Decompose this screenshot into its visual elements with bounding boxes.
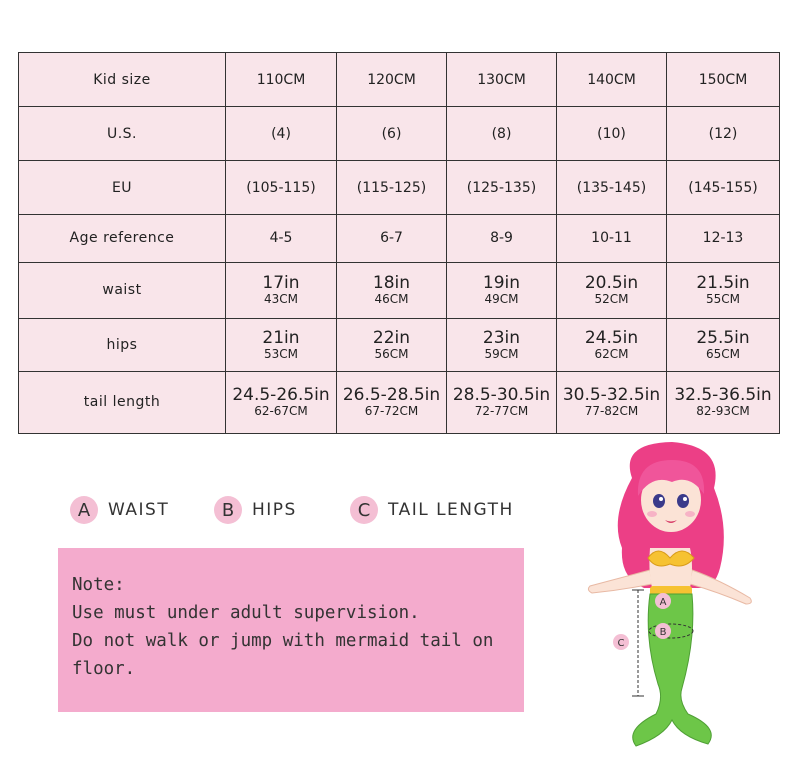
- legend-label-tail-length: TAIL LENGTH: [388, 500, 514, 520]
- row-label-us: U.S.: [19, 107, 226, 161]
- legend-badge-b: B: [214, 496, 242, 524]
- hips-cell: [447, 318, 557, 371]
- row-label-waist: waist: [19, 262, 226, 318]
- legend-waist: [70, 494, 169, 526]
- mermaid-left-eye: [653, 494, 665, 508]
- tail-cm: 82-93CM: [696, 404, 750, 419]
- waist-cell: [447, 262, 557, 318]
- row-label-hips: hips: [19, 318, 226, 371]
- table-row: [19, 371, 780, 433]
- hips-cell: [337, 318, 447, 371]
- hips-in: 21in: [262, 327, 300, 348]
- note-line: Do not walk or jump with mermaid tail on: [72, 631, 494, 651]
- tail-in: 26.5-28.5in: [342, 385, 441, 406]
- note-box: [58, 548, 524, 712]
- eu-size-cell: (105-115): [226, 161, 337, 215]
- waist-cell: [337, 262, 447, 318]
- legend-label-waist: WAIST: [108, 500, 170, 520]
- mermaid-right-arm: [690, 570, 751, 604]
- hips-in: 22in: [372, 327, 411, 348]
- waist-cell: [557, 262, 667, 318]
- note-heading: Note:: [72, 575, 125, 595]
- tail-in: 28.5-30.5in: [452, 385, 551, 406]
- waist-in: 21.5in: [696, 273, 750, 294]
- waist-in: 17in: [262, 273, 300, 294]
- waist-cell: [226, 262, 337, 318]
- eu-size-cell: (135-145): [557, 161, 667, 215]
- waist-cm: 55CM: [705, 292, 740, 307]
- legend-tail-length: [350, 494, 514, 526]
- us-size-cell: (4): [226, 107, 337, 161]
- age-cell: 10-11: [557, 215, 667, 262]
- hips-in: 25.5in: [696, 327, 750, 348]
- legend-hips: [214, 494, 297, 526]
- tail-in: 30.5-32.5in: [562, 385, 661, 406]
- note-line: floor.: [72, 659, 136, 679]
- tail-cm: 67-72CM: [364, 404, 419, 419]
- tail-in: 32.5-36.5in: [674, 385, 772, 406]
- row-label-eu: EU: [19, 161, 226, 215]
- hips-cm: 56CM: [374, 346, 409, 361]
- table-row: [19, 161, 780, 215]
- hips-in: 24.5in: [584, 327, 639, 348]
- row-label-tail-length: tail length: [19, 371, 226, 433]
- hips-in: 23in: [482, 327, 521, 348]
- tail-cell: [447, 371, 557, 433]
- legend-badge-c: C: [350, 496, 378, 524]
- kid-size-cell: 130CM: [447, 53, 557, 107]
- hips-cm: 59CM: [484, 346, 519, 361]
- tail-cm: 77-82CM: [584, 404, 639, 419]
- hips-cm: 65CM: [705, 346, 740, 361]
- table-row: [19, 53, 780, 107]
- waist-cm: 46CM: [374, 292, 409, 307]
- us-size-cell: (6): [337, 107, 447, 161]
- eu-size-cell: (145-155): [667, 161, 780, 215]
- kid-size-cell: 120CM: [337, 53, 447, 107]
- legend-badge-a: A: [70, 496, 98, 524]
- mermaid-tail: [633, 594, 712, 746]
- mermaid-right-eye: [677, 494, 689, 508]
- kid-size-cell: 110CM: [226, 53, 337, 107]
- tail-cell: [337, 371, 447, 433]
- hips-cell: [557, 318, 667, 371]
- size-chart-table: [18, 52, 780, 434]
- hips-cm: 62CM: [594, 346, 629, 361]
- row-label-age: Age reference: [19, 215, 226, 262]
- mermaid-marker-b: B: [659, 627, 667, 638]
- waist-cm: 43CM: [263, 292, 298, 307]
- kid-size-cell: 140CM: [557, 53, 667, 107]
- age-cell: 8-9: [447, 215, 557, 262]
- table-row: [19, 262, 780, 318]
- tail-cm: 62-67CM: [254, 404, 308, 419]
- waist-cm: 52CM: [594, 292, 629, 307]
- table-row: [19, 107, 780, 161]
- mermaid-marker-c: C: [617, 638, 625, 649]
- hips-cell: [226, 318, 337, 371]
- tail-cell: [557, 371, 667, 433]
- mermaid-illustration: [580, 438, 760, 768]
- table-row: [19, 318, 780, 371]
- us-size-cell: (12): [667, 107, 780, 161]
- age-cell: 12-13: [667, 215, 780, 262]
- tail-cell: [226, 371, 337, 433]
- note-line: Use must under adult supervision.: [72, 603, 420, 623]
- waist-in: 18in: [372, 273, 411, 294]
- kid-size-cell: 150CM: [667, 53, 780, 107]
- table-row: [19, 215, 780, 262]
- tail-in: 24.5-26.5in: [232, 385, 330, 406]
- age-cell: 6-7: [337, 215, 447, 262]
- age-cell: 4-5: [226, 215, 337, 262]
- mermaid-marker-a: A: [659, 597, 667, 608]
- legend-label-hips: HIPS: [252, 500, 297, 520]
- hips-cm: 53CM: [263, 346, 298, 361]
- waist-in: 19in: [482, 273, 521, 294]
- us-size-cell: (8): [447, 107, 557, 161]
- row-label-kid-size: Kid size: [19, 53, 226, 107]
- eu-size-cell: (125-135): [447, 161, 557, 215]
- waist-in: 20.5in: [584, 273, 639, 294]
- us-size-cell: (10): [557, 107, 667, 161]
- eu-size-cell: (115-125): [337, 161, 447, 215]
- tail-cm: 72-77CM: [474, 404, 529, 419]
- hips-cell: [667, 318, 780, 371]
- waist-cm: 49CM: [484, 292, 519, 307]
- tail-cell: [667, 371, 780, 433]
- waist-cell: [667, 262, 780, 318]
